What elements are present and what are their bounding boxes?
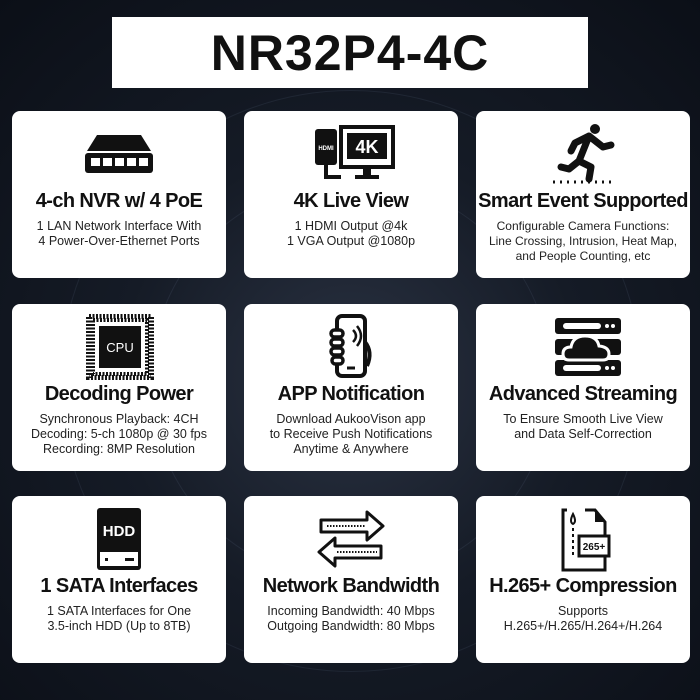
card-heading: 1 SATA Interfaces bbox=[40, 575, 198, 597]
h265-label: 265+ bbox=[582, 542, 606, 553]
phone-in-hand-icon bbox=[301, 314, 401, 380]
desc-line: and Data Self-Correction bbox=[514, 427, 652, 441]
title-banner bbox=[112, 17, 588, 88]
desc-line: Recording: 8MP Resolution bbox=[43, 442, 195, 456]
product-title: NR32P4-4C bbox=[210, 24, 490, 81]
desc-line: Download AukooVison app bbox=[276, 412, 426, 426]
card-heading: 4-ch NVR w/ 4 PoE bbox=[35, 190, 203, 212]
card-description bbox=[287, 219, 415, 249]
poe-switch-icon bbox=[69, 121, 169, 187]
card-description bbox=[47, 604, 191, 634]
desc-line: 1 SATA Interfaces for One bbox=[46, 604, 192, 618]
card-heading: 4K Live View bbox=[293, 190, 409, 212]
cloud-server-icon bbox=[533, 314, 633, 380]
desc-line: Line Crossing, Intrusion, Heat Map, bbox=[488, 234, 678, 248]
card-heading: H.265+ Compression bbox=[489, 575, 677, 597]
card-description bbox=[267, 604, 434, 634]
hdd-label: HDD bbox=[102, 523, 136, 540]
desc-line: 1 HDMI Output @4k bbox=[294, 219, 408, 233]
desc-line: 1 LAN Network Interface With bbox=[36, 219, 202, 233]
feature-card-streaming bbox=[476, 304, 690, 471]
hdd-icon bbox=[69, 506, 169, 572]
card-description bbox=[503, 412, 663, 442]
card-heading: Decoding Power bbox=[44, 383, 194, 405]
card-description bbox=[270, 412, 433, 457]
card-heading: Network Bandwidth bbox=[262, 575, 440, 597]
desc-line: To Ensure Smooth Live View bbox=[503, 412, 663, 426]
desc-line: Supports bbox=[557, 604, 608, 618]
desc-line: Decoding: 5-ch 1080p @ 30 fps bbox=[31, 427, 207, 441]
feature-card-poe bbox=[12, 111, 226, 278]
bidirectional-arrows-icon bbox=[301, 506, 401, 572]
feature-card-app bbox=[244, 304, 458, 471]
feature-card-decoding bbox=[12, 304, 226, 471]
h265-file-icon bbox=[533, 506, 633, 572]
desc-line: 4 Power-Over-Ethernet Ports bbox=[38, 234, 200, 248]
card-heading: Smart Event Supported bbox=[478, 190, 688, 212]
desc-line: Incoming Bandwidth: 40 Mbps bbox=[267, 604, 435, 618]
feature-card-4k bbox=[244, 111, 458, 278]
card-heading: Advanced Streaming bbox=[488, 383, 678, 405]
hdmi-monitor-4k-icon bbox=[301, 121, 401, 187]
feature-card-compression bbox=[476, 496, 690, 663]
card-description bbox=[31, 412, 207, 457]
desc-line: H.265+/H.265/H.264+/H.264 bbox=[503, 619, 663, 633]
feature-card-smart-event bbox=[476, 111, 690, 278]
desc-line: and People Counting, etc bbox=[515, 249, 651, 263]
cpu-chip-icon bbox=[69, 314, 169, 380]
card-description bbox=[37, 219, 202, 249]
feature-card-bandwidth bbox=[244, 496, 458, 663]
desc-line: Anytime & Anywhere bbox=[293, 442, 409, 456]
desc-line: Outgoing Bandwidth: 80 Mbps bbox=[267, 619, 435, 633]
card-description bbox=[504, 604, 662, 634]
desc-line: 3.5-inch HDD (Up to 8TB) bbox=[47, 619, 191, 633]
card-heading: APP Notification bbox=[277, 383, 425, 405]
4k-label: 4K bbox=[355, 137, 379, 157]
feature-card-sata bbox=[12, 496, 226, 663]
cpu-label: CPU bbox=[106, 340, 134, 355]
desc-line: Configurable Camera Functions: bbox=[496, 219, 670, 233]
running-person-icon bbox=[533, 121, 633, 187]
card-description bbox=[489, 219, 677, 264]
desc-line: to Receive Push Notifications bbox=[269, 427, 433, 441]
desc-line: Synchronous Playback: 4CH bbox=[39, 412, 199, 426]
desc-line: 1 VGA Output @1080p bbox=[286, 234, 416, 248]
hdmi-label: HDMI bbox=[318, 146, 334, 152]
